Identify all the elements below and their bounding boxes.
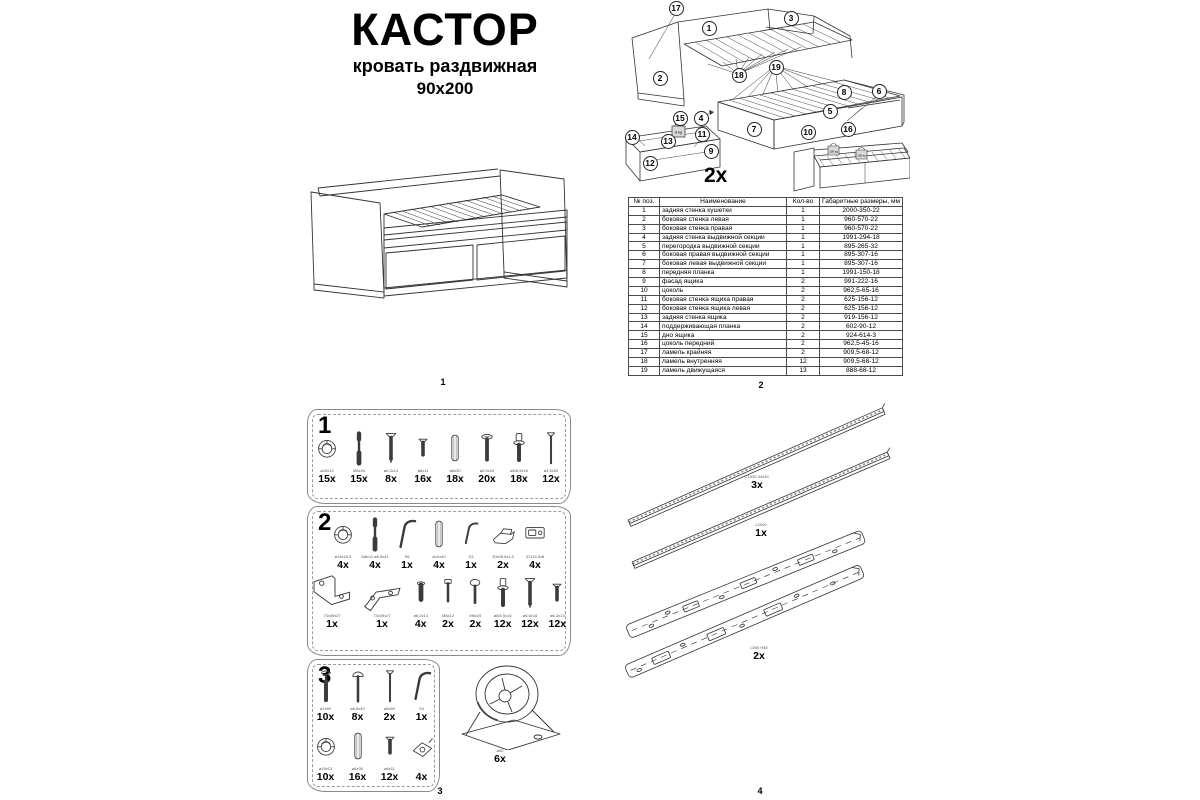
- hardware-item-count: 1x: [465, 559, 477, 571]
- exploded-diagram: [618, 0, 910, 196]
- callout-14: 14: [625, 130, 640, 145]
- hardware-item: [472, 428, 502, 485]
- table-cell: 2: [629, 215, 660, 224]
- cam-icon: [315, 428, 339, 468]
- clip-icon: [491, 514, 515, 554]
- rail-label-3: L500 H45 2x: [750, 645, 768, 662]
- hardware-item-count: 15x: [318, 473, 336, 485]
- table-cell: 1991-150-18: [820, 269, 903, 278]
- hardware-item-spec: ø10x40: [432, 554, 446, 559]
- hardware-item-count: 1x: [376, 618, 388, 630]
- drawer-slide-upper: [625, 530, 866, 639]
- table-cell: боковая стенка правая: [660, 224, 787, 233]
- table-cell: 895-307-16: [820, 251, 903, 260]
- hardware-item-count: 12x: [493, 618, 512, 630]
- table-row: [629, 278, 903, 287]
- hardware-item-count: 4x: [529, 559, 541, 571]
- screwL-icon: [539, 428, 563, 468]
- table-cell: 1: [629, 206, 660, 215]
- hexS-icon: [459, 514, 483, 554]
- hardware-item: [456, 514, 486, 571]
- hardware-item: [463, 573, 488, 630]
- table-cell: 924-614-3: [820, 331, 903, 340]
- hardware-item: [343, 726, 373, 783]
- hardware-item-spec: ø6,3x13: [550, 613, 565, 618]
- table-cell: 625-156-12: [820, 304, 903, 313]
- table-cell: поддерживающая планка: [660, 322, 787, 331]
- stud-icon: [491, 573, 515, 613]
- hardware-item-spec: M6x11 ø6,5x41: [361, 554, 389, 559]
- hardware-item-count: 4x: [414, 618, 427, 630]
- hardware-item: [424, 514, 454, 571]
- angle-rail-1x: [631, 448, 894, 569]
- callout-2: 2: [653, 71, 668, 86]
- corner-icon: [410, 726, 434, 766]
- hardware-item-count: 1x: [415, 711, 428, 723]
- bed-weight-left-label: 100 kg: [829, 149, 838, 154]
- table-cell: цоколь: [660, 286, 787, 295]
- table-cell: 6: [629, 251, 660, 260]
- table-cell: задняя стенка кушетки: [660, 206, 787, 215]
- table-row: [629, 366, 903, 375]
- callout-12: 12: [643, 156, 658, 171]
- hardware-item: [408, 573, 433, 630]
- table-cell: 2000-350-22: [820, 206, 903, 215]
- hardware-item: [520, 514, 550, 571]
- table-cell: 2: [787, 278, 820, 287]
- table-cell: фасад ящика: [660, 278, 787, 287]
- table-cell: 11: [629, 295, 660, 304]
- product-subtitle: кровать раздвижная: [352, 56, 538, 76]
- caster-count: 6x: [494, 753, 506, 765]
- hardware-item: [311, 662, 341, 723]
- hardware-item-spec: ø15x12: [320, 468, 334, 473]
- bed-weight-icons: [828, 144, 867, 160]
- table-cell: 1: [787, 251, 820, 260]
- table-cell: боковая стенка левая: [660, 215, 787, 224]
- hardware-item-spec: ø6,5x16: [522, 613, 538, 618]
- hardware-box-1-number: 1: [318, 412, 332, 439]
- page-number-2: 2: [758, 380, 764, 390]
- drawer-multiplier-label: 2x: [704, 164, 728, 187]
- hardware-item: [360, 514, 390, 571]
- table-header: № поз.: [629, 198, 660, 207]
- table-row: [629, 304, 903, 313]
- hardware-item: [536, 428, 566, 485]
- hardware-item-count: 8x: [385, 473, 397, 485]
- table-cell: 1: [787, 269, 820, 278]
- table-cell: 991-222-16: [820, 278, 903, 287]
- hardware-item: [435, 573, 460, 630]
- hardware-item-spec: ø6x11: [417, 468, 429, 473]
- hardware-item: [312, 428, 342, 485]
- table-cell: 2: [787, 322, 820, 331]
- table-cell: 1: [787, 224, 820, 233]
- hardware-item-spec: ø6,2x13: [413, 613, 428, 618]
- table-cell: 909,5-68-12: [820, 358, 903, 367]
- rails-illustration: [620, 398, 910, 693]
- table-cell: боковая левая выдвижной секции: [660, 260, 787, 269]
- table-cell: цоколь передний: [660, 340, 787, 349]
- table-cell: 4: [629, 233, 660, 242]
- table-cell: 7: [629, 260, 660, 269]
- hardware-item: [328, 514, 358, 571]
- hardware-item-spec: M6x12: [442, 613, 455, 618]
- table-header: Кол-во: [787, 198, 820, 207]
- table-header: Наименование: [660, 198, 787, 207]
- rail-label-1: L1930 34x39 3x: [745, 474, 769, 491]
- hardware-item: [488, 514, 518, 571]
- table-cell: перегородка выдвижной секции: [660, 242, 787, 251]
- table-cell: боковая стенка ящика левая: [660, 304, 787, 313]
- hardware-item-count: 18x: [510, 473, 528, 485]
- table-cell: 909,5-68-12: [820, 349, 903, 358]
- bolt2-icon: [363, 514, 387, 554]
- product-title: КАСТОР: [351, 4, 539, 55]
- table-cell: 625-156-12: [820, 295, 903, 304]
- table-cell: 18: [629, 358, 660, 367]
- table-row: [629, 206, 903, 215]
- callout-5: 5: [823, 104, 838, 119]
- callout-15: 15: [673, 111, 688, 126]
- hardware-item-count: 20x: [478, 473, 496, 485]
- page-number-1: 1: [440, 377, 446, 387]
- table-row: [629, 340, 903, 349]
- table-cell: ламель внутренняя: [660, 358, 787, 367]
- table-cell: 10: [629, 286, 660, 295]
- hardware-item-count: 2x: [497, 559, 509, 571]
- table-cell: 2: [787, 349, 820, 358]
- hardware-item-spec: ø15x16,5: [334, 554, 352, 559]
- caster-spec: ø50: [496, 748, 504, 753]
- hardware-item-count: 12x: [521, 618, 539, 630]
- bed-weight-right-label: 100 kg: [857, 153, 866, 158]
- table-cell: 1: [787, 206, 820, 215]
- callout-13: 13: [661, 134, 676, 149]
- stud-icon: [507, 428, 531, 468]
- hardware-item-count: 1x: [326, 618, 338, 630]
- table-cell: 2: [787, 295, 820, 304]
- table-cell: 2: [787, 313, 820, 322]
- hardware-item-count: 4x: [369, 559, 381, 571]
- hardware-item-spec: ø5x50: [383, 706, 396, 711]
- hardware-item: [490, 573, 515, 630]
- cam-icon: [314, 726, 338, 766]
- callout-10: 10: [801, 125, 816, 140]
- callout-11: 11: [695, 127, 710, 142]
- hardware-item: [407, 666, 437, 723]
- table-cell: 17: [629, 349, 660, 358]
- m6pan-icon: [436, 573, 460, 613]
- hardware-item-count: 10x: [316, 711, 335, 723]
- hex-icon: [410, 666, 434, 706]
- callout-8: 8: [837, 85, 852, 100]
- table-cell: 1: [787, 260, 820, 269]
- table-cell: задняя стенка выдвижной секции: [660, 233, 787, 242]
- hardware-item: [407, 726, 437, 783]
- hardware-item-count: 18x: [446, 473, 464, 485]
- hardware-box-3: [307, 659, 440, 792]
- brkL-icon: [308, 573, 356, 613]
- hardware-item: [392, 514, 422, 571]
- hardware-item-spec: S6: [404, 554, 410, 559]
- block-icon: [523, 514, 547, 554]
- callout-17: 17: [669, 1, 684, 16]
- dowel-icon: [427, 514, 451, 554]
- hardware-item-count: 2x: [469, 618, 482, 630]
- hardware-item: [517, 573, 542, 630]
- table-cell: 1: [787, 215, 820, 224]
- hardware-item-spec: M6x34: [352, 468, 365, 473]
- hardware-item: [545, 573, 570, 630]
- table-cell: 888-68-12: [820, 366, 903, 375]
- title-block: [300, 6, 590, 100]
- hardware-item-count: 2x: [442, 618, 454, 630]
- table-cell: 2: [787, 340, 820, 349]
- table-cell: 962,5-45-16: [820, 340, 903, 349]
- table-cell: 2: [787, 286, 820, 295]
- callout-4: 4: [694, 111, 709, 126]
- callout-7: 7: [747, 122, 762, 137]
- table-cell: 960-570-22: [820, 224, 903, 233]
- table-cell: 13: [629, 313, 660, 322]
- hardware-item: [408, 428, 438, 485]
- hardware-item-spec: 73x39x27: [323, 613, 341, 618]
- hardware-item-count: 12x: [380, 771, 399, 783]
- table-cell: 895-265-32: [820, 242, 903, 251]
- hardware-item-spec: ø7x50: [319, 706, 332, 711]
- table-cell: 2: [787, 304, 820, 313]
- table-cell: 19: [629, 366, 660, 375]
- hardware-item-spec: ø6,5x15: [479, 468, 495, 473]
- hardware-item-spec: ø8/6,5x16: [493, 613, 512, 618]
- table-cell: боковая правая выдвижной секции: [660, 251, 787, 260]
- screwS-icon: [545, 573, 569, 613]
- hardware-item: [308, 573, 356, 630]
- dowel-icon: [346, 726, 370, 766]
- table-cell: дно ящика: [660, 331, 787, 340]
- table-cell: 1: [787, 242, 820, 251]
- hardware-item-spec: ø8/6,5x16: [510, 468, 528, 473]
- hardware-item-count: 4x: [433, 559, 445, 571]
- screwP-icon: [475, 428, 499, 468]
- table-row: [629, 260, 903, 269]
- callout-1: 1: [702, 21, 717, 36]
- table-cell: боковая стенка ящика правая: [660, 295, 787, 304]
- table-row: [629, 331, 903, 340]
- product-size: 90x200: [416, 79, 474, 98]
- m6rnd-icon: [463, 573, 487, 613]
- caster-illustration: [452, 652, 570, 774]
- hardware-item-spec: ø6x30: [351, 766, 364, 771]
- table-row: [629, 242, 903, 251]
- page-number-3: 3: [437, 786, 443, 796]
- table-cell: 13: [787, 366, 820, 375]
- drawer-weight-label: 8 kg: [675, 130, 682, 135]
- hardware-item-spec: 30x28,5x1,5: [492, 554, 514, 559]
- table-cell: 1991-294-18: [820, 233, 903, 242]
- hardware-item-count: 12x: [548, 618, 567, 630]
- table-cell: 15: [629, 331, 660, 340]
- hardware-item-count: 15x: [350, 473, 368, 485]
- table-row: [629, 251, 903, 260]
- table-cell: 2: [787, 331, 820, 340]
- hardware-item-spec: ø4,5x50: [543, 468, 559, 473]
- callout-3: 3: [784, 11, 799, 26]
- hardware-item-spec: S3: [468, 554, 474, 559]
- hardware-item-count: 2x: [383, 711, 396, 723]
- screwC-icon: [518, 573, 542, 613]
- hardware-item-count: 16x: [414, 473, 432, 485]
- screwL-icon: [378, 666, 402, 706]
- table-row: [629, 215, 903, 224]
- table-row: [629, 286, 903, 295]
- hardware-item-spec: 37x15,5x8: [525, 554, 545, 559]
- table-cell: 14: [629, 322, 660, 331]
- table-cell: 5: [629, 242, 660, 251]
- parts-table: [628, 197, 903, 376]
- hardware-item-spec: ø6x11: [384, 766, 395, 771]
- table-cell: 962,5-65-16: [820, 286, 903, 295]
- hardware-item: [375, 666, 405, 723]
- table-cell: 12: [629, 304, 660, 313]
- table-cell: 960-570-22: [820, 215, 903, 224]
- euro-icon: [314, 662, 338, 706]
- table-row: [629, 233, 903, 242]
- hardware-item-spec: M6x25: [469, 613, 482, 618]
- hardware-item: [344, 428, 374, 485]
- table-row: [629, 269, 903, 278]
- table-cell: 1: [787, 233, 820, 242]
- bed-illustration: [298, 160, 578, 386]
- hardware-item-spec: ø15x13: [318, 766, 333, 771]
- hardware-item-spec: 73x39x27: [373, 613, 391, 618]
- bolt2-icon: [347, 428, 371, 468]
- hardware-item-count: 16x: [348, 771, 367, 783]
- screwSpr-icon: [409, 573, 433, 613]
- hardware-item: [375, 726, 405, 783]
- table-cell: 8: [629, 269, 660, 278]
- table-cell: ламель движущаяся: [660, 366, 787, 375]
- table-cell: 16: [629, 340, 660, 349]
- hardware-item: [376, 428, 406, 485]
- cam-icon: [331, 514, 355, 554]
- table-cell: 12: [787, 358, 820, 367]
- carriage-icon: [346, 666, 370, 706]
- callout-16: 16: [841, 122, 856, 137]
- hardware-item: [358, 573, 406, 630]
- hardware-item-count: 4x: [415, 771, 428, 783]
- callout-19: 19: [769, 60, 784, 75]
- hardware-item: [311, 726, 341, 783]
- hardware-item: [343, 666, 373, 723]
- hardware-item: [504, 428, 534, 485]
- table-cell: 3: [629, 224, 660, 233]
- hardware-item-count: 8x: [351, 711, 364, 723]
- table-cell: 602-90-12: [820, 322, 903, 331]
- table-row: [629, 224, 903, 233]
- table-cell: 895-307-16: [820, 260, 903, 269]
- table-cell: ламель крайняя: [660, 349, 787, 358]
- hardware-item-spec: ø6,8x40: [350, 706, 365, 711]
- table-header: Габаритные размеры, мм: [820, 198, 903, 207]
- callout-6: 6: [872, 84, 887, 99]
- table-row: [629, 349, 903, 358]
- hardware-box-2: [307, 506, 571, 656]
- hardware-box-2-number: 2: [318, 509, 332, 536]
- screwC-icon: [379, 428, 403, 468]
- dowel-icon: [443, 428, 467, 468]
- hardware-item-count: 10x: [316, 771, 335, 783]
- table-cell: задняя стенка ящика: [660, 313, 787, 322]
- table-row: [629, 358, 903, 367]
- hardware-item: [440, 428, 470, 485]
- screwS-icon: [378, 726, 402, 766]
- table-row: [629, 313, 903, 322]
- caster-label: [470, 748, 530, 765]
- table-row: [629, 322, 903, 331]
- hardware-item-count: 4x: [337, 559, 349, 571]
- brkZ-icon: [358, 573, 406, 613]
- table-cell: 9: [629, 278, 660, 287]
- hardware-item-spec: ø6x30: [449, 468, 461, 473]
- hardware-box-3-number: 3: [318, 662, 332, 689]
- table-cell: 919-156-12: [820, 313, 903, 322]
- callout-9: 9: [704, 144, 719, 159]
- hardware-item-count: 1x: [401, 559, 413, 571]
- hardware-item-spec: S4: [419, 706, 424, 711]
- table-cell: передняя планка: [660, 269, 787, 278]
- page-number-4: 4: [757, 786, 763, 796]
- hardware-box-1: [307, 409, 571, 504]
- screwS-icon: [411, 428, 435, 468]
- table-row: [629, 295, 903, 304]
- hardware-item-spec: ø6,3x13: [383, 468, 399, 473]
- callout-18: 18: [732, 68, 747, 83]
- rail-label-2: L2000 1x: [755, 522, 767, 539]
- hardware-item-count: 12x: [542, 473, 560, 485]
- hex-icon: [395, 514, 419, 554]
